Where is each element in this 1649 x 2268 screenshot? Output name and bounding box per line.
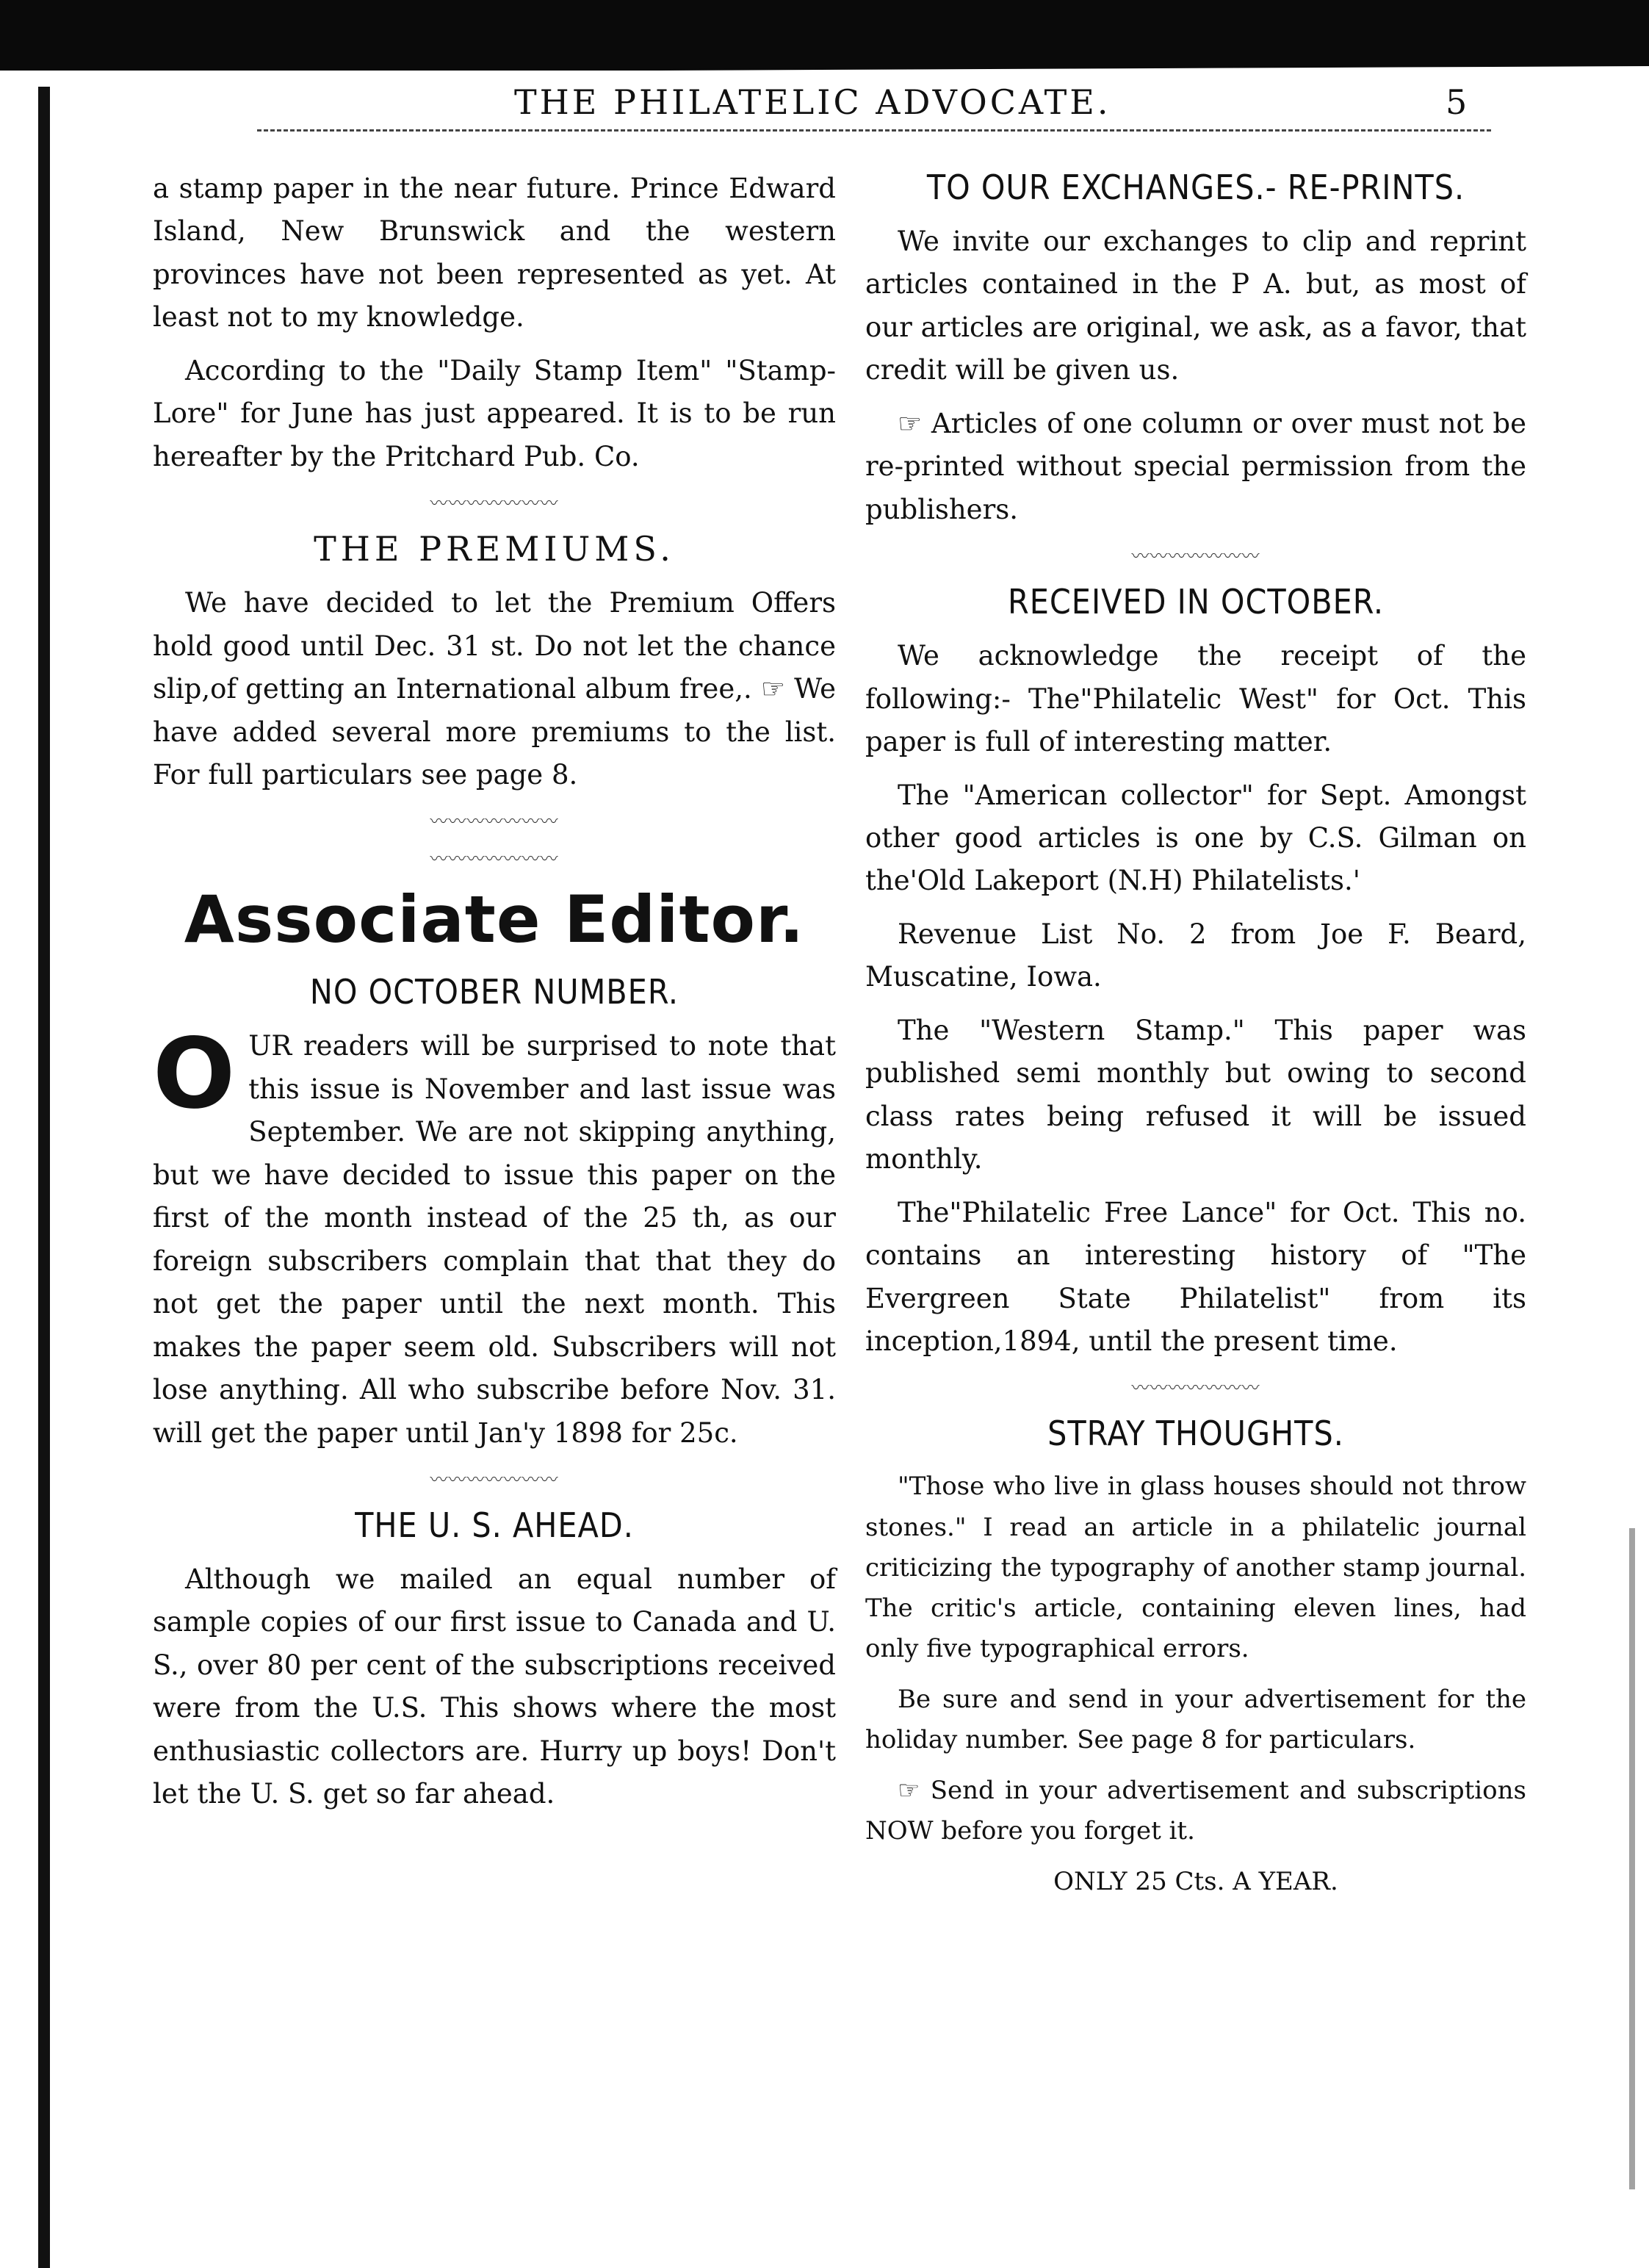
page-header-title: THE PHILATELIC ADVOCATE. [514, 82, 1111, 122]
wavy-divider: 〰〰〰〰〰〰〰 [1131, 546, 1260, 567]
subscription-price-line: ONLY 25 Cts. A YEAR. [1053, 1867, 1338, 1897]
received-paragraph-2: The "American collector" for Sept. Amongst other good articles is one by C.S. Gilman on the'Old Lakeport (N.H) Philatelists.' [865, 779, 1526, 897]
exchanges-heading: TO OUR EXCHANGES.- RE-PRINTS. [926, 168, 1465, 207]
wavy-divider: 〰〰〰〰〰〰〰 [430, 849, 559, 870]
wavy-divider: 〰〰〰〰〰〰〰 [430, 811, 559, 832]
received-paragraph-5: The"Philatelic Free Lance" for Oct. This no. contains an interesting history of "The Evergreen State Philatelist" from its inception,1894, until the present time. [865, 1196, 1526, 1357]
us-ahead-heading: THE U. S. AHEAD. [355, 1505, 634, 1545]
stray-paragraph-3: ☞ Send in your advertisement and subscriptions NOW before you forget it. [865, 1775, 1526, 1846]
stray-paragraph-2: Be sure and send in your advertisement for the holiday number. See page 8 for particulars. [865, 1684, 1526, 1754]
associate-editor-banner: Associate Editor. [184, 882, 805, 958]
top-black-band [0, 0, 1649, 71]
us-ahead-body: Although we mailed an equal number of sample copies of our first issue to Canada and U. S., over 80 per cent of the subscriptions received were from the U.S. This shows where the most enthusiastic collectors are. Hurry up boys! Don't let the U. S. get so far ahead. [153, 1563, 836, 1810]
wavy-divider: 〰〰〰〰〰〰〰 [430, 493, 559, 514]
page-number: 5 [1446, 82, 1468, 122]
wavy-divider: 〰〰〰〰〰〰〰 [430, 1469, 559, 1490]
premiums-heading: THE PREMIUMS. [314, 529, 675, 569]
right-edge-scan-mark [1629, 1528, 1635, 2189]
wavy-divider: 〰〰〰〰〰〰〰 [1131, 1378, 1260, 1399]
header-rule [257, 129, 1491, 132]
received-paragraph-1: We acknowledge the receipt of the following:- The"Philatelic West" for Oct. This paper is full of interesting matter. [865, 640, 1526, 758]
stray-paragraph-1: "Those who live in glass houses should not throw stones." I read an article in a philatelic journal criticizing the typography of another stamp journal. The critic's article, containing eleven lines, had only five typographical errors. [865, 1472, 1526, 1663]
drop-cap: O [153, 1018, 236, 1131]
intro-paragraph-1: a stamp paper in the near future. Prince Edward Island, New Brunswick and the western provinces have not been represented as yet. At least not to my knowledge. [153, 173, 836, 334]
intro-paragraph-2: According to the "Daily Stamp Item" "Stamp-Lore" for June has just appeared. It is to be run hereafter by the Pritchard Pub. Co. [153, 354, 836, 472]
october-body-paragraph [153, 1018, 836, 1455]
left-margin-rule [38, 87, 50, 2268]
exchanges-paragraph-1: We invite our exchanges to clip and reprint articles contained in the P A. but, as most of our articles are original, we ask, as a favor, that credit will be given us. [865, 226, 1526, 386]
exchanges-paragraph-2: ☞ Articles of one column or over must not be re-printed without special permission from the publishers. [865, 407, 1526, 525]
right-column [865, 168, 1526, 1912]
october-body: UR readers will be surprised to note that this issue is November and last issue was September. We are not skipping anything, but we have decided to issue this paper on the first of the month instead of the 25 th, as our foreign subscribers complain that that they do not get the paper until the next month. This makes the paper seem old. Subscribers will not lose anything. All who subscribe before Nov. 31. will get the paper until Jan'y 1898 for 25c. [153, 1030, 836, 1449]
premiums-body: We have decided to let the Premium Offers hold good until Dec. 31 st. Do not let the chance slip,of getting an International album free,. ☞ We have added several more premiums to the list. For full particulars see page 8. [153, 587, 836, 791]
received-paragraph-3: Revenue List No. 2 from Joe F. Beard, Muscatine, Iowa. [865, 918, 1526, 993]
october-heading: NO OCTOBER NUMBER. [309, 972, 679, 1012]
received-paragraph-4: The "Western Stamp." This paper was published semi monthly but owing to second class rates being refused it will be issued monthly. [865, 1014, 1526, 1176]
stray-thoughts-heading: STRAY THOUGHTS. [1047, 1414, 1344, 1454]
received-heading: RECEIVED IN OCTOBER. [1008, 582, 1384, 622]
left-column [153, 168, 836, 1826]
